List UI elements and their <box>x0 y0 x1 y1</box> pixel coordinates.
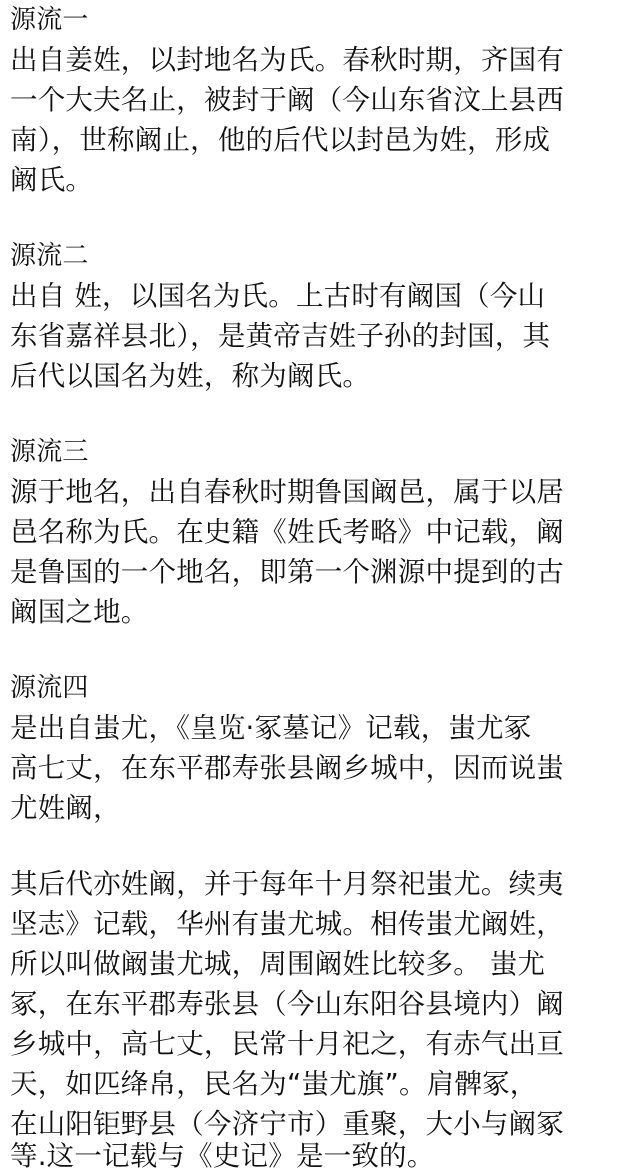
section-1-line-4: 阚氏。 <box>10 164 94 196</box>
section-2-line-3: 后代以国名为姓，称为阚氏。 <box>10 360 371 392</box>
section-3-heading: 源流三 <box>10 437 89 467</box>
paragraph-5-line-2: 坚志》记载，华州有蚩尤城。相传蚩尤阚姓， <box>10 908 564 940</box>
section-3-line-3: 是鲁国的一个地名，即第一个渊源中提到的古 <box>10 556 564 588</box>
section-4-line-1: 是出自蚩尤，《皇览·冢墓记》记载，蚩尤冢 <box>10 712 532 744</box>
paragraph-5-line-7: 在山阳钜野县（今济宁市）重聚，大小与阚冢 <box>10 1108 564 1140</box>
paragraph-5-line-6: 天，如匹绛帛，民名为“蚩尤旗”。肩髀冢， <box>10 1068 538 1100</box>
section-1-heading: 源流一 <box>10 5 89 35</box>
paragraph-5-line-1: 其后代亦姓阚，并于每年十月祭祀蚩尤。续夷 <box>10 868 564 900</box>
section-2-line-1: 出自 姓，以国名为氏。上古时有阚国（今山 <box>10 280 546 312</box>
section-2-line-2: 东省嘉祥县北），是黄帝吉姓子孙的封国，其 <box>10 320 551 352</box>
section-4-line-2: 高七丈，在东平郡寿张县阚乡城中，因而说蚩 <box>10 752 564 784</box>
paragraph-5-line-3: 所以叫做阚蚩尤城，周围阚姓比较多。 蚩尤 <box>10 948 546 980</box>
section-4-heading: 源流四 <box>10 673 89 703</box>
section-1-line-1: 出自姜姓，以封地名为氏。春秋时期，齐国有 <box>10 44 564 76</box>
paragraph-5-line-5: 乡城中，高七丈，民常十月祀之，有赤气出亘 <box>10 1028 564 1060</box>
section-2-heading: 源流二 <box>10 241 89 271</box>
section-1-line-3: 南），世称阚止，他的后代以封邑为姓，形成 <box>10 124 551 156</box>
section-3-line-4: 阚国之地。 <box>10 596 149 628</box>
section-4-line-3: 尤姓阚， <box>10 792 121 824</box>
section-3-line-2: 邑名称为氏。在史籍《姓氏考略》中记载，阚 <box>10 516 564 548</box>
section-3-line-1: 源于地名，出自春秋时期鲁国阚邑，属于以居 <box>10 476 564 508</box>
section-1-line-2: 一个大夫名止，被封于阚（今山东省汶上县西 <box>10 84 564 116</box>
paragraph-5-line-8: 等.这一记载与《史记》是一致的。 <box>10 1140 435 1172</box>
paragraph-5-line-4: 冢，在东平郡寿张县（今山东阳谷县境内）阚 <box>10 988 564 1020</box>
